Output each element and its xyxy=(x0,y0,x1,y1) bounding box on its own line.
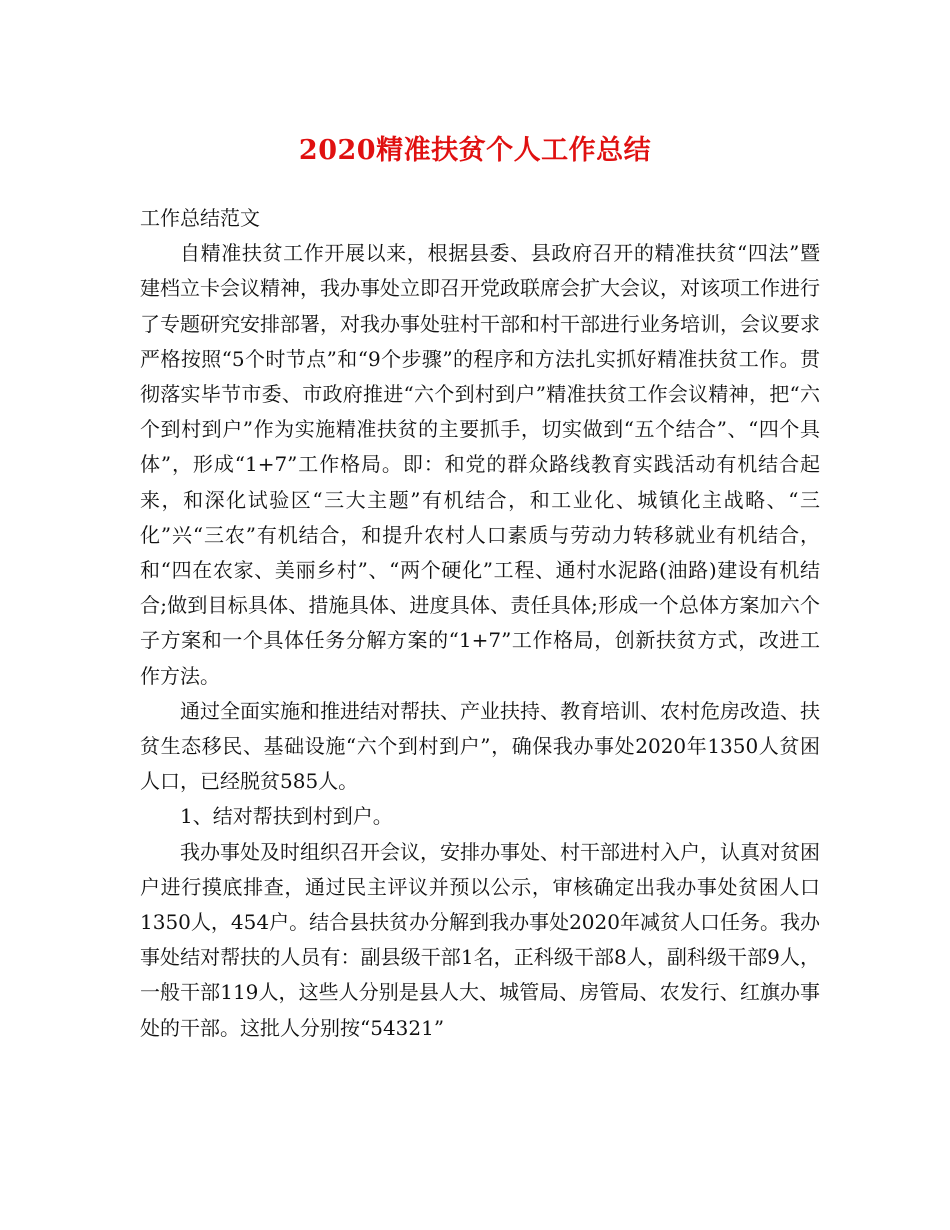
document-body xyxy=(140,201,820,1046)
section-heading-pairing-assistance: 1、结对帮扶到村到户。 xyxy=(180,804,393,829)
paragraph-pairing-assistance: 我办事处及时组织召开会议，安排办事处、村干部进村入户，认真对贫困户进行摸底排查，通过民主评议并预以公示，审核确定出我办事处贫困人口1350人，454户。结合县扶贫办分解到我办事处2020年减贫人口任务。我办事处结对帮扶的人员有：副县级干部1名，正科级干部8人，副科级干部9人，一般干部119人，这些人分别是县人大、城管局、房管局、农发行、红旗办事处的干部。这批人分别按“54321” xyxy=(140,839,820,1040)
paragraph-intro: 自精准扶贫工作开展以来，根据县委、县政府召开的精准扶贫“四法”暨建档立卡会议精神，我办事处立即召开党政联席会扩大会议，对该项工作进行了专题研究安排部署，对我办事处驻村干部和村干部进行业务培训，会议要求严格按照“5个时节点”和“9个步骤”的程序和方法扎实抓好精准扶贫工作。贯彻落实毕节市委、市政府推进“六个到村到户”精准扶贫工作会议精神，把“六个到村到户”作为实施精准扶贫的主要抓手，切实做到“五个结合”、“四个具体”，形成“1+7”工作格局。即：和党的群众路线教育实践活动有机结合起来，和深化试验区“三大主题”有机结合，和工业化、城镇化主战略、“三化”兴“三农”有机结合，和提升农村人口素质与劳动力转移就业有机结合，和“四在农家、美丽乡村”、“两个硬化”工程、通村水泥路(油路)建设有机结合;做到目标具体、措施具体、进度具体、责任具体;形成一个总体方案加六个子方案和一个具体任务分解方案的“1+7”工作格局，创新扶贫方式，改进工作方法。 xyxy=(140,241,820,688)
document-title: 2020精准扶贫个人工作总结 xyxy=(298,135,652,166)
paragraph-overview: 通过全面实施和推进结对帮扶、产业扶持、教育培训、农村危房改造、扶贫生态移民、基础设施“六个到村到户”，确保我办事处2020年1350人贫困人口，已经脱贫585人。 xyxy=(140,698,820,794)
document-subheading: 工作总结范文 xyxy=(140,206,260,230)
